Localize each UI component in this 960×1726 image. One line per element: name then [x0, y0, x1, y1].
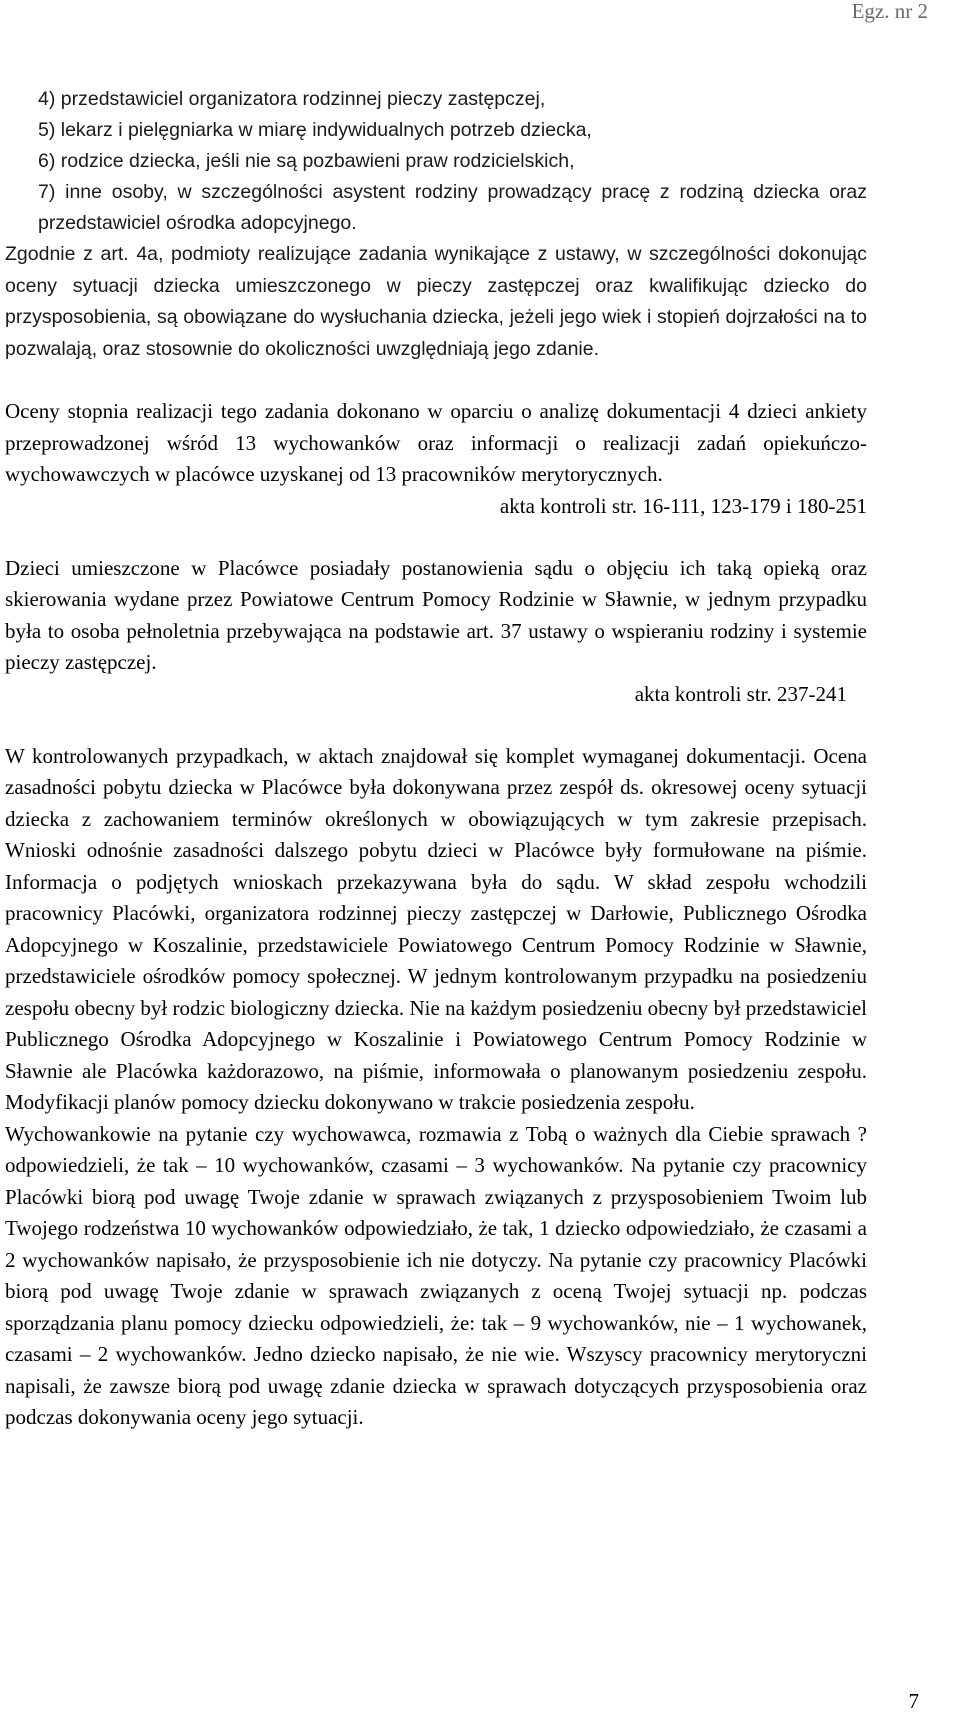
- paragraph-court-orders: Dzieci umieszczone w Placówce posiadały postanowienia sądu o objęciu ich taką opieką oraz skierowania wydane przez Powiatowe Centrum Pomocy Rodzinie w Sławnie, w jednym przypadku była to osoba pełnoletnia przebywająca na podstawie art. 37 ustawy o wspieraniu rodziny i systemie pieczy zastępczej.: [5, 555, 867, 674]
- paragraph-documentation: W kontrolowanych przypadkach, w aktach znajdował się komplet wymaganej dokumentacji. Ocena zasadności pobytu dziecka w Placówce była dokonywana przez zespół ds. okresowej oceny sytuacji dziecka z zachowaniem terminów określonych w obowiązujących w tym zakresie przepisach. Wnioski odnośnie zasadności dalszego pobytu dzieci w Placówce były formułowane na piśmie. Informacja o podjętych wnioskach przekazywana była do sądu. W skład zespołu wchodzili pracownicy Placówki, organizatora rodzinnej pieczy zastępczej w Darłowie, Publicznego Ośrodka Adopcyjnego w Koszalinie, przedstawiciele Powiatowego Centrum Pomocy Rodzinie w Sławnie, przedstawiciele ośrodków pomocy społecznej. W jednym kontrolowanym przypadku na posiedzeniu zespołu obecny był rodzic biologiczny dziecka. Nie na każdym posiedzeniu obecny był przedstawiciel Publicznego Ośrodka Adopcyjnego w Koszalinie i Powiatowego Centrum Pomocy Rodzinie w Sławnie ale Placówka każdorazowo, na piśmie, informowała o planowanym posiedzeniu zespołu. Modyfikacji planów pomocy dziecku dokonywano w trakcie posiedzenia zespołu.: [5, 743, 867, 1114]
- paragraph-survey-results: Wychowankowie na pytanie czy wychowawca, rozmawia z Tobą o ważnych dla Ciebie sprawach ? odpowiedzieli, że tak – 10 wychowanków, czasami – 3 wychowanków. Na pytanie czy pracownicy Placówki biorą pod uwagę Twoje zdanie w sprawach związanych z przysposobieniem Twoim lub Twojego rodzeństwa 10 wychowanków odpowiedziało, że tak, 1 dziecko odpowiedziało, że czasami a 2 wychowanków napisało, że przysposobienie ich nie dotyczy. Na pytanie czy pracownicy Placówki biorą pod uwagę Twoje zdanie w sprawach związanych z oceną Twojej sytuacji np. podczas sporządzania planu pomocy dziecku odpowiedzieli, że: tak – 9 wychowanków, nie – 1 wychowanek, czasami – 2 wychowanków. Jedno dziecko napisało, że nie wie. Wszyscy pracownicy merytoryczni napisali, że zawsze biorą pod uwagę zdanie dziecka w sprawach dotyczących przysposobienia oraz podczas dokonywania oceny jego sytuacji.: [5, 1121, 867, 1429]
- document-body: [5, 84, 867, 1434]
- list-item: 7) inne osoby, w szczególności asystent rodziny prowadzący pracę z rodziną dziecka oraz przedstawiciel ośrodka adopcyjnego.: [38, 181, 867, 234]
- list-item: 5) lekarz i pielęgniarka w miarę indywidualnych potrzeb dziecka,: [38, 119, 592, 141]
- file-reference: akta kontroli str. 16-111, 123-179 i 180-251: [499, 493, 867, 518]
- paragraph-assessment-method: Oceny stopnia realizacji tego zadania dokonano w oparciu o analizę dokumentacji 4 dzieci ankiety przeprowadzonej wśród 13 wychowanków oraz informacji o realizacji zadań opiekuńczo-wychowawczych w placówce uzyskanej od 13 pracowników merytorycznych.: [5, 399, 867, 486]
- list-item: 4) przedstawiciel organizatora rodzinnej pieczy zastępczej,: [38, 88, 546, 110]
- participants-list: [5, 84, 867, 239]
- paragraph-art-4a: Zgodnie z art. 4a, podmioty realizujące zadania wynikające z ustawy, w szczególności dokonując oceny sytuacji dziecka umieszczonego w pieczy zastępczej oraz kwalifikując dziecko do przysposobienia, są obowiązane do wysłuchania dziecka, jeżeli jego wiek i stopień dojrzałości na to pozwalają, oraz stosownie do okoliczności uwzględniają jego zdanie.: [5, 243, 867, 360]
- page-number: 7: [908, 1689, 919, 1713]
- file-reference: akta kontroli str. 237-241: [634, 681, 847, 706]
- attachment-copy-number: Egz. nr 2: [851, 0, 928, 23]
- list-item: 6) rodzice dziecka, jeśli nie są pozbawieni praw rodzicielskich,: [38, 150, 575, 172]
